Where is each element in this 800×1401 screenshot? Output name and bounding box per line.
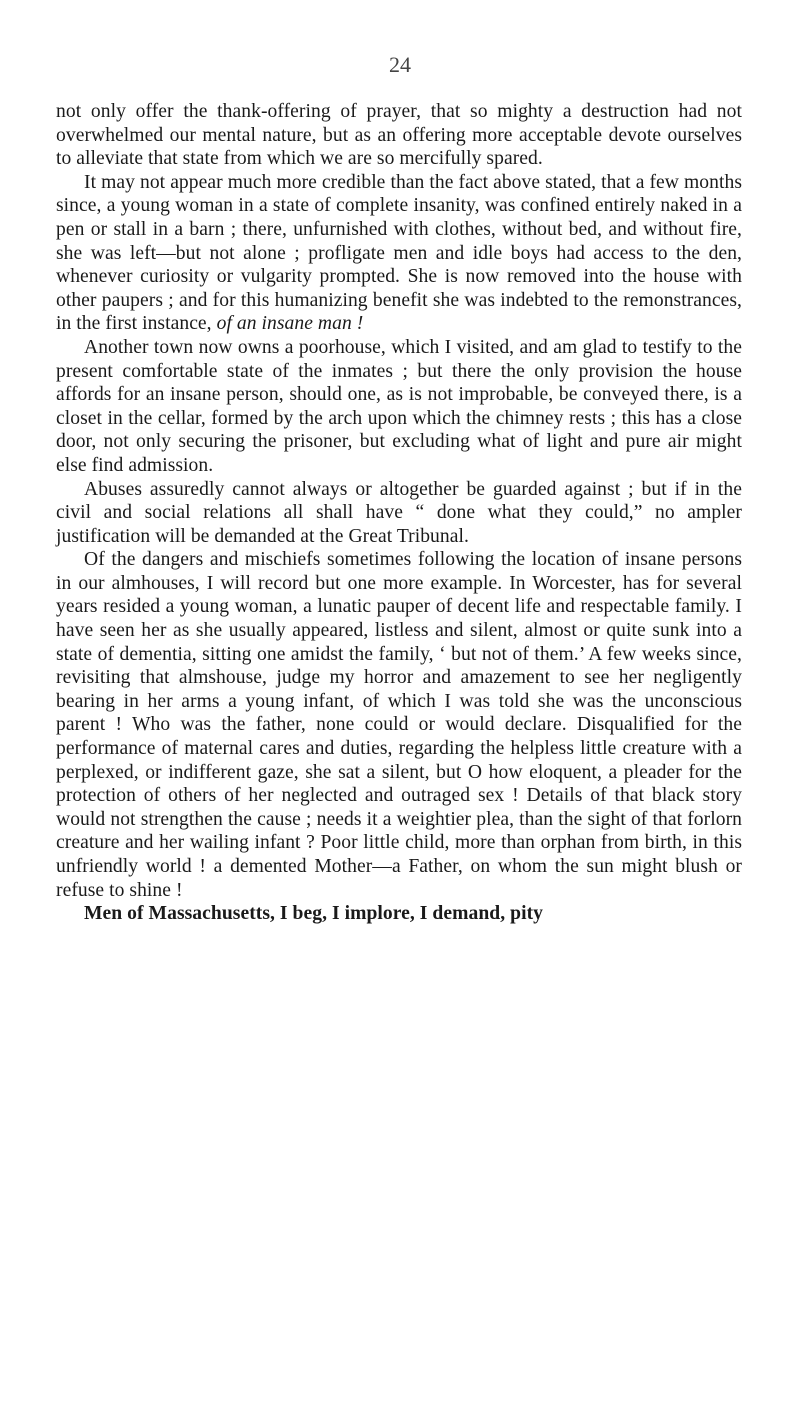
- body-text: [56, 100, 742, 926]
- paragraph-barn-account: [56, 171, 742, 336]
- paragraph-abuses: Abuses assuredly cannot always or altogether be guarded against ; but if in the civil and social relations all shall have “ done what they could,” no ampler justification will be demanded at the Great Tribunal.: [56, 478, 742, 547]
- paragraph-barn-text: It may not appear much more credible than the fact above stated, that a few months since, a young woman in a state of complete insanity, was confined entirely naked in a pen or stall in a barn ; there, unfurnished with clothes, without bed, and without fire, she was left—but not alone ; profligate men and idle boys had access to the den, whenever curiosity or vulgarity prompted. She is now removed into the house with other paupers ; and for this humanizing benefit she was indebted to the remonstrances, in the first instance,: [56, 171, 742, 335]
- emphasis-insane-man: of an insane man !: [216, 313, 364, 335]
- paragraph-appeal: Men of Massachusetts, I beg, I implore, I demand, pity: [84, 903, 543, 925]
- paragraph-poorhouse: Another town now owns a poorhouse, which I visited, and am glad to testify to the present comfortable state of the inmates ; but there the only provision the house affords for an insane person, should one, as is not improbable, be conveyed there, is a closet in the cellar, formed by the arch upon which the chimney rests ; this has a close door, not only securing the prisoner, but excluding what of light and pure air might else find admission.: [56, 336, 742, 476]
- paragraph-worcester: Of the dangers and mischiefs sometimes following the location of insane persons in our almhouses, I will record but one more example. In Worcester, has for several years resided a young woman, a lunatic pauper of decent life and respectable family. I have seen her as she usually appeared, listless and silent, almost or quite sunk into a state of dementia, sitting one amidst the family, ‘ but not of them.’ A few weeks since, revisiting that almshouse, judge my horror and amazement to see her negligently bearing in her arms a young infant, of which I was told she was the unconscious parent ! Who was the father, none could or would declare. Disqualified for the performance of maternal cares and duties, regarding the helpless little creature with a perplexed, or indifferent gaze, she sat a silent, but O how eloquent, a pleader for the protection of others of her neglected and outraged sex ! Details of that black story would not strengthen the cause ; needs it a weightier plea, than the sight of that forlorn creature and her wailing infant ? Poor little child, more than orphan from birth, in this unfriendly world ! a demented Mother—a Father, on whom the sun might blush or refuse to shine !: [56, 549, 742, 901]
- page-number: 24: [389, 52, 411, 77]
- paragraph-continuation: not only offer the thank-offering of prayer, that so mighty a destruction had not overwhelmed our mental nature, but as an offering more acceptable devote ourselves to alleviate that state from which we are so mercifully spared.: [56, 101, 742, 170]
